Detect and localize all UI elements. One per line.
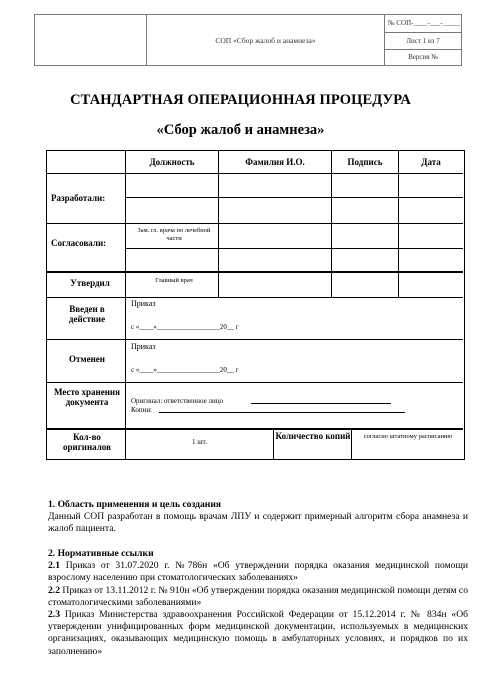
table-hline: [47, 428, 463, 430]
section-2: [48, 548, 468, 658]
table-hline: [125, 248, 463, 249]
table-vline: [398, 151, 399, 297]
table-hline: [47, 339, 463, 340]
table-hline: [47, 382, 463, 383]
table-hline: [47, 271, 463, 273]
document-title: СТАНДАРТНАЯ ОПЕРАЦИОННАЯ ПРОЦЕДУРА: [70, 92, 411, 108]
header-version: Версия №: [408, 53, 438, 61]
header-sop-title: СОП «Сбор жалоб и анамнеза»: [147, 15, 385, 65]
row-label-storage: Место хранения документа: [54, 387, 120, 407]
row-label-agreed: Согласовали:: [51, 238, 107, 248]
approval-table: [46, 150, 465, 460]
section-2-2-number: 2.2: [48, 584, 60, 596]
table-hline: [47, 223, 463, 224]
section-2-2-text: Приказ от 13.11.2012 г. № 910н «Об утверждении порядка оказания медицинской помощи детям со стоматологическими заболеваниями»: [48, 584, 468, 608]
section-2-1-text: Приказ от 31.07.2020 г. №786н «Об утверждении порядка оказания медицинской помощи взрослому населению при стоматологических заболеваниях»: [48, 560, 468, 584]
copies-value: согласно штатному расписанию: [363, 433, 453, 440]
table-vline: [125, 151, 126, 459]
table-hline: [47, 173, 463, 174]
col-header-signature: Подпись: [347, 157, 383, 167]
table-vline: [218, 151, 219, 297]
storage-original: Оригинал: ответственное лицо: [131, 397, 223, 405]
cancelled-date: с «____»__________________20__ г: [131, 366, 239, 374]
storage-original-line: [251, 403, 391, 404]
section-2-1: [48, 560, 468, 584]
row-label-cancelled: Отменен: [69, 354, 105, 364]
header-logo-cell: [35, 15, 147, 65]
copies-label: Количество копий: [275, 431, 351, 441]
section-2-3: [48, 609, 468, 658]
storage-copies: Копии:: [131, 406, 153, 414]
approved-position: Главный врач: [155, 277, 193, 284]
section-2-3-text: Приказ Министерства здравоохранения Российской Федерации от 15.12.2014 г. № 834н «Об утверждении унифицированных форм медицинской документации, используемых в медицинских организациях, оказывающих медицинскую помощь в амбулаторных условиях, и порядков по их заполнению»: [48, 609, 468, 657]
section-2-heading: 2. Нормативные ссылки: [48, 548, 154, 559]
table-vline: [351, 428, 352, 459]
header-sheet: Лист 1 из 7: [385, 33, 461, 50]
section-1-heading: 1. Область применения и цель создания: [48, 499, 222, 510]
section-2-2: [48, 585, 468, 609]
document-subtitle: «Сбор жалоб и анамнеза»: [156, 122, 325, 138]
cancelled-order: Приказ: [131, 342, 156, 351]
header-sop-number: № СОП-____-___-_____: [385, 15, 461, 33]
table-vline: [273, 428, 274, 459]
table-hline: [125, 197, 463, 198]
storage-copies-line: [159, 412, 405, 413]
introduced-order: Приказ: [131, 299, 156, 308]
row-label-developed: Разработали:: [51, 193, 106, 203]
originals-value: 1 шт.: [192, 438, 207, 446]
col-header-date: Дата: [421, 157, 441, 167]
document-header: [34, 14, 462, 66]
row-label-introduced: Введен в действие: [68, 304, 106, 324]
section-2-1-number: 2.1: [48, 560, 60, 572]
section-1-text: Данный СОП разработан в помощь врачам ЛПУ и содержит примерный алгоритм сбора анамнеза и жалоб пациента.: [48, 511, 468, 535]
row-label-approved: Утвердил: [70, 278, 110, 288]
table-vline: [331, 151, 332, 297]
col-header-name: Фамилия И.О.: [245, 157, 305, 167]
table-hline: [47, 297, 463, 298]
col-header-position: Должность: [149, 157, 195, 167]
section-2-3-number: 2.3: [48, 609, 60, 621]
introduced-date: с «____»__________________20__ г: [131, 323, 239, 331]
section-1: [48, 499, 468, 536]
row-label-originals: Кол-во оригиналов: [63, 432, 111, 452]
agreed-position: Зам. гл. врача по лечебной части: [137, 227, 211, 242]
